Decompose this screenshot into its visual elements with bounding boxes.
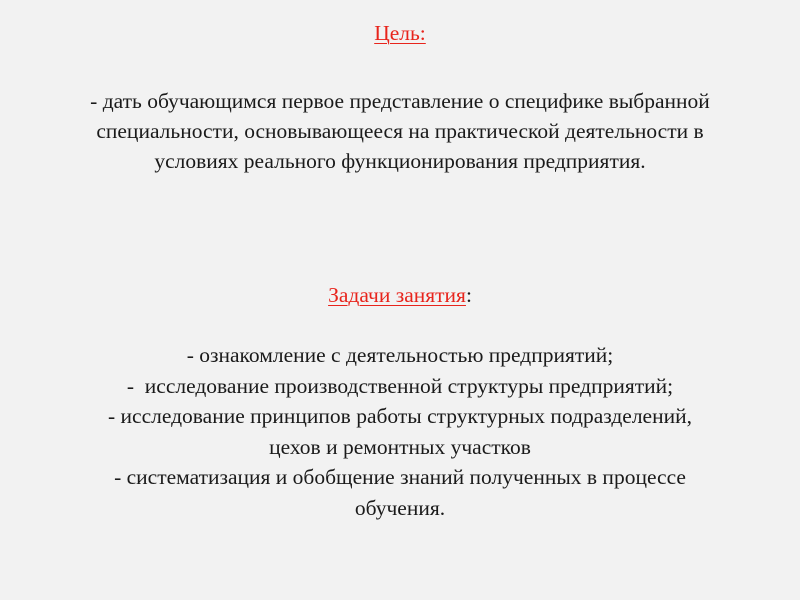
tasks-heading-text: Задачи занятия bbox=[328, 283, 466, 307]
task-item: - систематизация и обобщение знаний полученных в процессе bbox=[114, 465, 686, 489]
task-item: - исследование производственной структуры предприятий; bbox=[126, 373, 674, 398]
goal-line: - дать обучающимся первое представление о специфике выбранной bbox=[90, 89, 710, 113]
tasks-heading bbox=[0, 280, 800, 310]
goal-heading bbox=[0, 18, 800, 48]
tasks-list bbox=[0, 340, 800, 523]
task-item: цехов и ремонтных участков bbox=[269, 434, 531, 459]
task-item: обучения. bbox=[354, 495, 446, 520]
goal-heading-text: Цель: bbox=[374, 21, 426, 45]
goal-line: условиях реального функционирования предприятия. bbox=[154, 149, 646, 173]
task-item: - ознакомление с деятельностью предприятий; bbox=[186, 343, 614, 367]
goal-line: специальности, основывающееся на практической деятельности в bbox=[96, 119, 704, 143]
goal-description bbox=[0, 86, 800, 176]
task-item: - исследование принципов работы структурных подразделений, bbox=[107, 404, 692, 428]
tasks-heading-colon: : bbox=[465, 283, 472, 307]
